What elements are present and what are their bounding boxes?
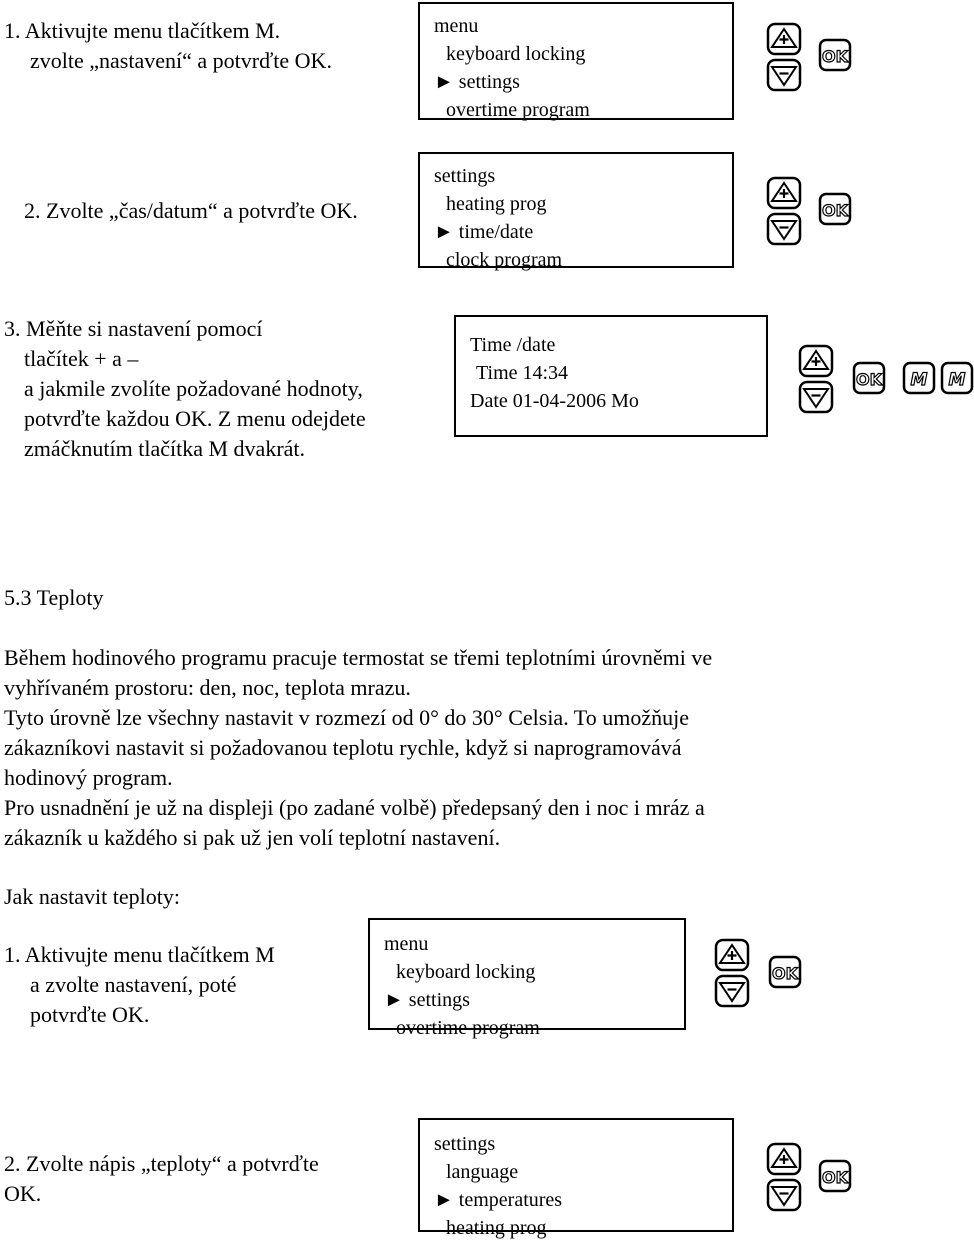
ok-button[interactable] (768, 955, 802, 989)
step-text-line: 1. Aktivujte menu tlačítkem M. (4, 18, 281, 43)
minus-button[interactable] (766, 212, 802, 246)
step-text-line: zvolte „nastavení“ a potvrďte OK. (30, 48, 332, 73)
section-title: 5.3 Teploty (4, 585, 104, 610)
ok-button-icon (818, 1159, 852, 1193)
m-button-icon (902, 361, 936, 395)
paragraph-line: Pro usnadnění je už na displeji (po zadané volbě) předepsaný den i noc i mráz a (4, 795, 705, 820)
lcd-display-menu (418, 2, 734, 120)
ok-button[interactable] (852, 361, 886, 395)
minus-button[interactable] (766, 58, 802, 92)
step-b1-text (4, 940, 275, 1030)
minus-button[interactable] (798, 380, 834, 414)
m-button[interactable] (902, 361, 936, 395)
display-line: ► settings (384, 989, 470, 1011)
display-line: ► time/date (434, 221, 534, 243)
lcd-display-settings (418, 1118, 734, 1239)
m-button-icon (940, 361, 974, 395)
display-line: ► settings (434, 71, 520, 93)
plus-button[interactable] (798, 344, 834, 378)
paragraph-line: Tyto úrovně lze všechny nastavit v rozmezí od 0° do 30° Celsia. To umožňuje (4, 705, 689, 730)
display-line: heating prog (446, 1217, 547, 1239)
plus-button-icon (766, 1142, 802, 1176)
step-text-line: potvrďte OK. (30, 1002, 150, 1027)
display-line: ► temperatures (434, 1189, 563, 1211)
display-line: overtime program (396, 1017, 540, 1039)
plus-button-icon (714, 938, 750, 972)
display-line: menu (434, 15, 479, 37)
step-text-line: OK. (4, 1181, 42, 1206)
step-text-line: a zvolte nastavení, poté (30, 972, 237, 997)
m-button[interactable] (940, 361, 966, 395)
step-text-line: zmáčknutím tlačítka M dvakrát. (24, 436, 306, 461)
plus-button[interactable] (766, 22, 802, 56)
ok-label: OK (822, 47, 848, 66)
ok-button-icon (818, 192, 852, 226)
minus-button[interactable] (766, 1178, 802, 1212)
ok-label: OK (772, 964, 798, 983)
paragraph-line: Během hodinového programu pracuje termostat se třemi teplotními úrovněmi ve (4, 645, 713, 670)
subheading: Jak nastavit teploty: (4, 884, 180, 909)
step-a2-text (4, 196, 358, 226)
plus-button[interactable] (766, 176, 802, 210)
plus-button[interactable] (714, 938, 750, 972)
minus-button-icon (766, 58, 802, 92)
step-text-line: potvrďte každou OK. Z menu odejdete (24, 406, 366, 431)
display-line: settings (434, 165, 496, 187)
display-line: keyboard locking (396, 961, 536, 983)
ok-button-icon (818, 38, 852, 72)
step-a1-text (4, 16, 332, 76)
ok-label: OK (822, 1168, 848, 1187)
display-line: language (446, 1161, 519, 1183)
display-line: menu (384, 933, 429, 955)
display-line: Date 01-04-2006 Mo (470, 390, 639, 412)
step-text-line: 2. Zvolte „čas/datum“ a potvrďte OK. (24, 198, 358, 223)
plus-button[interactable] (766, 1142, 802, 1176)
lcd-display-settings (418, 152, 734, 271)
display-line: Time /date (470, 334, 556, 356)
m-label: M (910, 370, 928, 390)
display-line: Time 14:34 (476, 362, 569, 384)
minus-button-icon (766, 1178, 802, 1212)
step-text-line: 2. Zvolte nápis „teploty“ a potvrďte (4, 1151, 319, 1176)
section-paragraph (4, 643, 954, 853)
display-line: settings (434, 1133, 496, 1155)
lcd-display-menu (368, 918, 686, 1039)
ok-button-icon (768, 955, 802, 989)
display-line: clock program (446, 249, 563, 271)
plus-button-icon (766, 176, 802, 210)
display-line: keyboard locking (446, 43, 586, 65)
step-text-line: 3. Měňte si nastavení pomocí (4, 316, 263, 341)
minus-button-icon (798, 380, 834, 414)
paragraph-line: zákazníkovi nastavit si požadovanou teplotu rychle, když si naprogramovává (4, 735, 682, 760)
minus-button[interactable] (714, 974, 750, 1008)
display-line: overtime program (446, 99, 590, 121)
step-a3-text (4, 314, 366, 464)
paragraph-line: vyhřívaném prostoru: den, noc, teplota mrazu. (4, 675, 411, 700)
minus-button-icon (766, 212, 802, 246)
plus-button-icon (798, 344, 834, 378)
step-text-line: a jakmile zvolíte požadované hodnoty, (24, 376, 363, 401)
m-label: M (948, 370, 966, 390)
plus-button-icon (766, 22, 802, 56)
paragraph-line: hodinový program. (4, 765, 173, 790)
ok-label: OK (822, 201, 848, 220)
ok-button[interactable] (818, 38, 852, 72)
ok-label: OK (856, 370, 882, 389)
minus-button-icon (714, 974, 750, 1008)
paragraph-line: zákazník u každého si pak už jen volí teplotní nastavení. (4, 825, 501, 850)
step-b2-text (4, 1149, 319, 1209)
ok-button-icon (852, 361, 886, 395)
ok-button[interactable] (818, 192, 852, 226)
ok-button[interactable] (818, 1159, 852, 1193)
lcd-display-time-date (454, 315, 768, 437)
step-text-line: tlačítek + a – (24, 346, 139, 371)
step-text-line: 1. Aktivujte menu tlačítkem M (4, 942, 275, 967)
display-line: heating prog (446, 193, 547, 215)
